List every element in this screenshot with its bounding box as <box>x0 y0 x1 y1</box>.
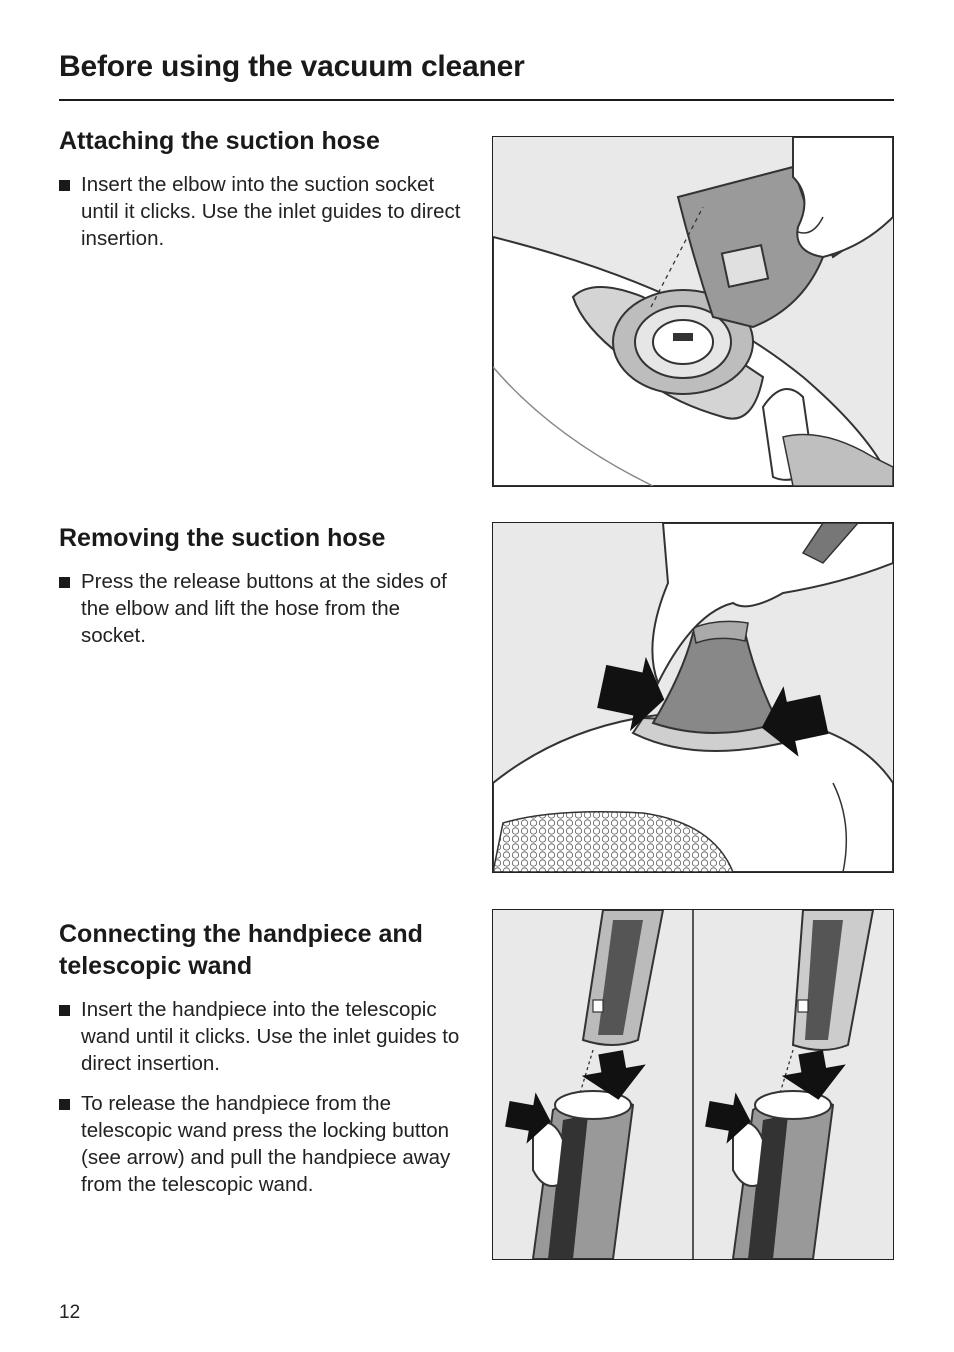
instruction-text: Press the release buttons at the sides of the elbow and lift the hose from the socket. <box>81 570 447 647</box>
attach-hose-drawing <box>493 137 893 486</box>
instruction-text: To release the handpiece from the telescopic wand press the locking button (see arrow) and pull the handpiece away from the telescopic wand. <box>81 1092 451 1196</box>
list-item <box>59 568 469 649</box>
title-divider <box>59 99 894 101</box>
section-heading: Connecting the handpiece and telescopic wand <box>59 920 423 980</box>
right-panel <box>703 910 873 1259</box>
section-connecting-wand <box>59 918 469 1211</box>
list-item <box>59 171 469 252</box>
section-heading: Removing the suction hose <box>59 524 386 552</box>
section-attaching-hose <box>59 125 469 265</box>
remove-hose-drawing <box>493 523 893 872</box>
page-title: Before using the vacuum cleaner <box>59 50 525 83</box>
bullet-list <box>59 568 469 649</box>
connect-wand-drawing <box>493 910 893 1259</box>
list-item <box>59 1090 469 1198</box>
illustration-remove-hose <box>492 522 894 873</box>
instruction-text: Insert the elbow into the suction socket until it clicks. Use the inlet guides to direct insertion. <box>81 173 461 250</box>
bullet-square-icon <box>59 180 70 191</box>
illustration-connect-wand <box>492 909 894 1260</box>
bullet-list <box>59 996 469 1198</box>
bullet-square-icon <box>59 577 70 588</box>
list-item <box>59 996 469 1077</box>
instruction-text: Insert the handpiece into the telescopic wand until it clicks. Use the inlet guides to direct insertion. <box>81 998 460 1075</box>
bullet-square-icon <box>59 1005 70 1016</box>
section-heading: Attaching the suction hose <box>59 127 380 155</box>
page-number: 12 <box>59 1302 81 1323</box>
left-panel <box>503 910 663 1259</box>
section-removing-hose <box>59 522 469 662</box>
bullet-square-icon <box>59 1099 70 1110</box>
bullet-list <box>59 171 469 252</box>
illustration-attach-hose <box>492 136 894 487</box>
